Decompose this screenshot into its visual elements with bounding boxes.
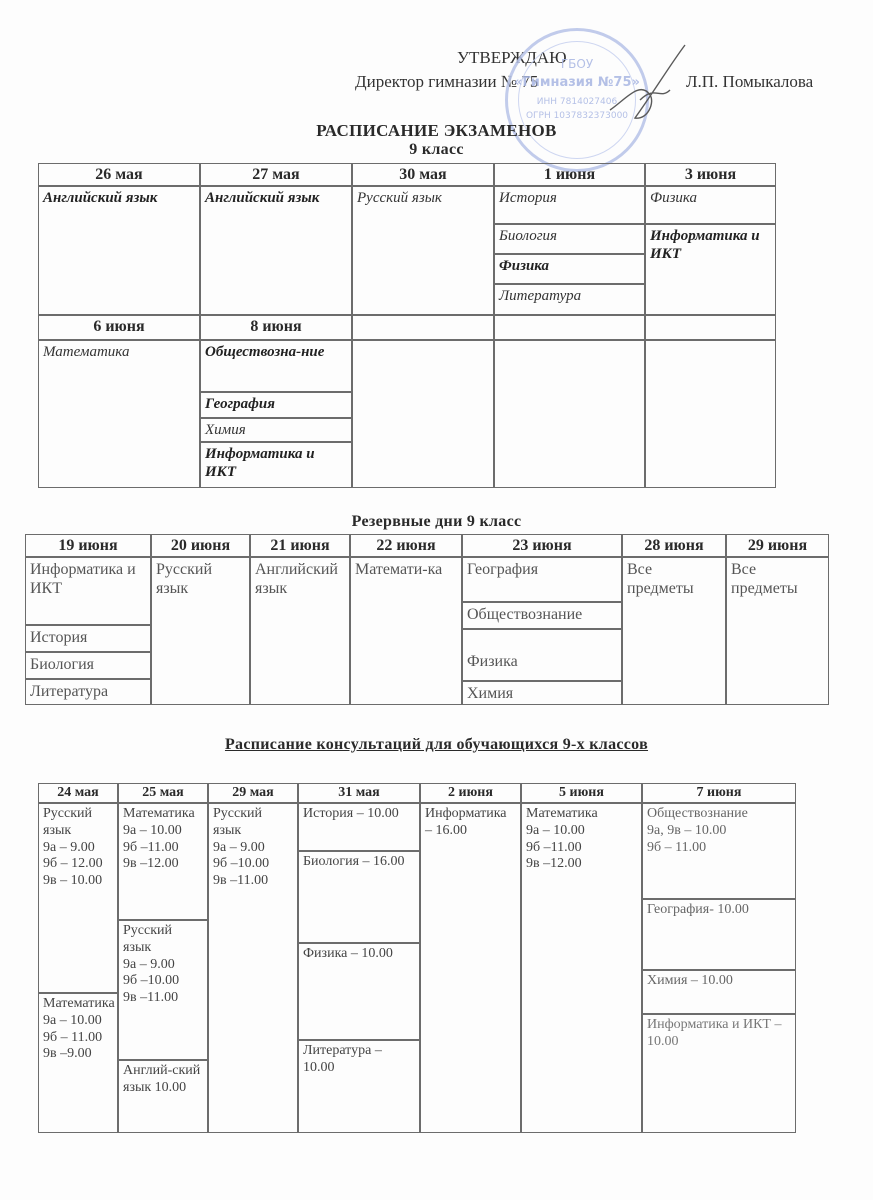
consult-entry: Литература – 10.00 <box>298 1040 420 1133</box>
exam-subject: Русский язык <box>352 186 494 315</box>
reserve-subject: Математи-ка <box>350 557 462 705</box>
reserve-subject: Все предметы <box>726 557 829 705</box>
exam-subject: География <box>200 392 352 418</box>
reserve-day-header: 20 июня <box>151 534 250 557</box>
exam-subject: Информатика и ИКТ <box>200 442 352 488</box>
reserve-subject: Биология <box>25 652 151 679</box>
exam-day-header: 26 мая <box>38 163 200 186</box>
consult-entry: Физика – 10.00 <box>298 943 420 1040</box>
exam-subject: Английский язык <box>38 186 200 315</box>
exam-day-header: 6 июня <box>38 315 200 340</box>
consult-day-header: 5 июня <box>521 783 642 803</box>
consult-entry: Химия – 10.00 <box>642 970 796 1014</box>
exam-day-header: 27 мая <box>200 163 352 186</box>
approval-name: Л.П. Помыкалова <box>686 72 814 91</box>
exam-subject: История <box>494 186 645 224</box>
exam-subject: Физика <box>494 254 645 284</box>
stamp-line3: ИНН 7814027406 <box>536 97 618 107</box>
exam-subject: Информатика и ИКТ <box>645 224 776 315</box>
approval-approve: УТВЕРЖДАЮ <box>457 48 567 67</box>
signature-icon <box>600 40 690 130</box>
consult-entry: Русский язык 9а – 9.00 9б – 12.00 9в – 10.00 <box>38 803 118 993</box>
consult-entry: Русский язык 9а – 9.00 9б –10.00 9в –11.00 <box>208 803 298 1133</box>
exam-subject: Английский язык <box>200 186 352 315</box>
consult-day-header: 7 июня <box>642 783 796 803</box>
consult-entry: Биология – 16.00 <box>298 851 420 943</box>
consult-entry: Информатика – 16.00 <box>420 803 521 1133</box>
reserve-subject: История <box>25 625 151 652</box>
reserve-subject: Химия <box>462 681 622 705</box>
exam-day-header: 3 июня <box>645 163 776 186</box>
approval-position: Директор гимназии № 75 <box>355 72 539 91</box>
exam-day-header: 1 июня <box>494 163 645 186</box>
consult-entry: Русский язык 9а – 9.00 9б –10.00 9в –11.00 <box>118 920 208 1060</box>
reserve-day-header: 29 июня <box>726 534 829 557</box>
consult-entry: Англий-ский язык 10.00 <box>118 1060 208 1133</box>
reserve-day-header: 19 июня <box>25 534 151 557</box>
consult-day-header: 2 июня <box>420 783 521 803</box>
reserve-subject: Все предметы <box>622 557 726 705</box>
exam-subject: Физика <box>645 186 776 224</box>
empty-cell <box>645 315 776 340</box>
stamp-line2: «Гимназия №75» <box>514 75 640 90</box>
reserve-day-header: 22 июня <box>350 534 462 557</box>
empty-cell <box>352 315 494 340</box>
reserve-subject: Физика <box>462 629 622 681</box>
consult-entry: История – 10.00 <box>298 803 420 851</box>
consult-day-header: 29 мая <box>208 783 298 803</box>
exam-subject: Обществозна-ние <box>200 340 352 392</box>
reserve-day-header: 23 июня <box>462 534 622 557</box>
exam-subject: Литература <box>494 284 645 315</box>
reserve-subject: Русский язык <box>151 557 250 705</box>
reserve-day-header: 28 июня <box>622 534 726 557</box>
reserve-day-header: 21 июня <box>250 534 350 557</box>
exam-day-header: 30 мая <box>352 163 494 186</box>
consult-day-header: 25 мая <box>118 783 208 803</box>
empty-cell <box>352 340 494 488</box>
exams-subtitle: 9 класс <box>409 141 464 158</box>
exams-title: РАСПИСАНИЕ ЭКЗАМЕНОВ <box>316 121 557 140</box>
empty-cell <box>494 315 645 340</box>
exam-subject: Химия <box>200 418 352 442</box>
consult-day-header: 31 мая <box>298 783 420 803</box>
exam-subject: Биология <box>494 224 645 254</box>
consult-entry: Обществознание 9а, 9в – 10.00 9б – 11.00 <box>642 803 796 899</box>
stamp-line4: ОГРН 1037832373000 <box>525 111 629 121</box>
consult-entry: Математика 9а – 10.00 9б –11.00 9в –12.00 <box>521 803 642 1133</box>
consult-entry: Математика 9а – 10.00 9б – 11.00 9в –9.00 <box>38 993 118 1133</box>
reserve-subject: Литература <box>25 679 151 705</box>
empty-cell <box>645 340 776 488</box>
consult-day-header: 24 мая <box>38 783 118 803</box>
consult-title: Расписание консультаций для обучающихся 9-х классов <box>224 736 649 753</box>
reserve-subject: Обществознание <box>462 602 622 629</box>
reserve-subject: География <box>462 557 622 602</box>
consult-entry: Информатика и ИКТ – 10.00 <box>642 1014 796 1133</box>
stamp-line1: ГБОУ <box>560 57 594 71</box>
consult-entry: Математика 9а – 10.00 9б –11.00 9в –12.00 <box>118 803 208 920</box>
exam-day-header: 8 июня <box>200 315 352 340</box>
exam-subject: Математика <box>38 340 200 488</box>
reserve-subject: Информатика и ИКТ <box>25 557 151 625</box>
reserve-subject: Английский язык <box>250 557 350 705</box>
empty-cell <box>494 340 645 488</box>
reserve-title: Резервные дни 9 класс <box>351 513 522 530</box>
consult-entry: География- 10.00 <box>642 899 796 970</box>
